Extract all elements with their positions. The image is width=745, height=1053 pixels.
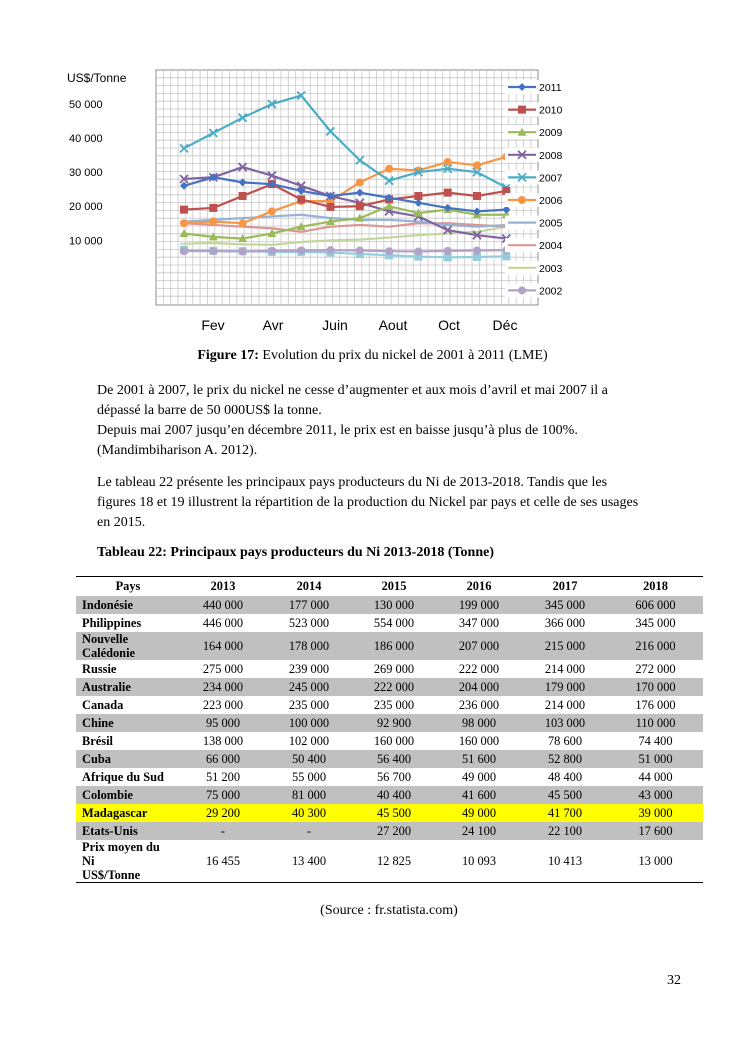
table-row	[76, 840, 703, 883]
legend-label: 2009	[539, 127, 563, 140]
production-value: 66 000	[180, 750, 266, 768]
country-name-line: Canada	[82, 698, 124, 712]
header-year: 2016	[436, 577, 522, 597]
production-value: 347 000	[458, 616, 500, 630]
table-row	[76, 732, 703, 750]
production-value: 39 000	[608, 804, 703, 822]
production-value: 45 500	[522, 786, 608, 804]
production-value: 55 000	[291, 770, 327, 784]
legend-entry-2003	[505, 261, 567, 275]
production-value: 179 000	[522, 678, 608, 696]
country-name	[76, 822, 180, 840]
production-value: 239 000	[288, 662, 330, 676]
country-name-line: US$/Tonne	[82, 868, 141, 882]
table-row	[76, 786, 703, 804]
production-value: 269 000	[373, 662, 415, 676]
paragraph-price-history	[97, 381, 682, 461]
production-value: 204 000	[436, 678, 522, 696]
production-value: 164 000	[180, 632, 266, 660]
legend-entry-2002	[505, 283, 567, 297]
marker-2010	[444, 189, 452, 197]
header-year: 2018	[608, 577, 703, 597]
marker-2010	[209, 204, 217, 212]
production-value: 236 000	[458, 698, 500, 712]
production-value: 49 000	[461, 770, 497, 784]
marker-2010	[180, 206, 188, 214]
production-value: 41 700	[522, 804, 608, 822]
marker-2010	[327, 203, 335, 211]
country-name-line: Ni	[82, 854, 95, 868]
table-row	[76, 632, 703, 660]
table-row	[76, 804, 703, 822]
production-value: 40 400	[352, 786, 436, 804]
production-value: -	[266, 822, 352, 840]
x-tick-label: Oct	[438, 317, 460, 333]
country-name	[76, 840, 180, 883]
marker-2002	[444, 247, 452, 255]
marker-2002	[297, 247, 305, 255]
country-name-line: Prix moyen du	[82, 840, 160, 854]
x-tick-label: Fev	[201, 317, 225, 333]
production-value: 275 000	[202, 662, 244, 676]
legend-label: 2005	[539, 217, 563, 230]
table-source: (Source : fr.statista.com)	[320, 903, 458, 918]
production-value: 222 000	[458, 662, 500, 676]
table-row	[76, 696, 703, 714]
production-value: 523 000	[288, 616, 330, 630]
legend-label: 2008	[539, 149, 563, 162]
production-value: 345 000	[635, 616, 676, 630]
production-value: 16 455	[180, 840, 266, 883]
legend-label: 2011	[539, 82, 562, 94]
production-value: 24 100	[436, 822, 522, 840]
legend-entry-2007	[505, 170, 567, 184]
production-value: 110 000	[608, 714, 703, 732]
marker-2002	[473, 247, 481, 255]
legend-entry-2004	[505, 238, 567, 252]
y-tick-label: 40 000	[69, 133, 103, 146]
production-value: 12 825	[352, 840, 436, 883]
production-value: 10 093	[436, 840, 522, 883]
y-tick-label: 50 000	[69, 99, 103, 112]
table-row	[76, 768, 703, 786]
production-value: 223 000	[202, 698, 244, 712]
legend-entry-2010	[505, 103, 567, 117]
production-value: 102 000	[288, 734, 330, 748]
production-value: 98 000	[436, 714, 522, 732]
production-value: 43 000	[608, 786, 703, 804]
production-value: 56 400	[352, 750, 436, 768]
production-value: 214 000	[544, 698, 586, 712]
country-name	[76, 660, 180, 678]
production-value: 177 000	[266, 596, 352, 614]
x-tick-label: Déc	[492, 317, 518, 333]
paragraph-line: Le tableau 22 présente les principaux pays producteurs du Ni de 2013-2018. Tandis que les	[97, 475, 608, 490]
country-name-line: Brésil	[82, 734, 113, 748]
header-year: 2017	[522, 577, 608, 597]
country-name-line: Indonésie	[82, 598, 133, 612]
production-value: 40 300	[266, 804, 352, 822]
production-value: 45 500	[352, 804, 436, 822]
legend-label: 2004	[539, 240, 563, 253]
y-tick-label: 10 000	[69, 235, 103, 248]
marker-2002	[268, 247, 276, 255]
production-value: 75 000	[180, 786, 266, 804]
production-value: 216 000	[608, 632, 703, 660]
table-row	[76, 596, 703, 614]
marker-2002	[327, 246, 335, 254]
marker-2006	[385, 165, 393, 173]
country-name	[76, 768, 180, 786]
marker-2010	[414, 192, 422, 200]
production-value: 13 000	[608, 840, 703, 883]
production-value: 29 200	[180, 804, 266, 822]
production-value: 160 000	[458, 734, 500, 748]
production-value: 78 600	[547, 734, 583, 748]
country-name	[76, 750, 180, 768]
paragraph-line: figures 18 et 19 illustrent la répartition de la production du Nickel par pays et celle de ses usages	[97, 495, 639, 510]
production-value: 440 000	[180, 596, 266, 614]
production-value: 92 900	[352, 714, 436, 732]
legend-label: 2010	[539, 104, 563, 117]
country-name-line: Colombie	[82, 788, 133, 802]
production-value: 554 000	[373, 616, 415, 630]
nickel-price-chart	[0, 60, 745, 340]
marker-2006	[268, 207, 276, 215]
paragraph-line: Depuis mai 2007 jusqu’en décembre 2011, le prix est en baisse jusqu’à plus de 100%.	[97, 423, 578, 438]
legend-label: 2003	[539, 262, 563, 275]
country-name-line: Chine	[82, 716, 114, 730]
table-header-row	[76, 577, 703, 597]
marker-2006	[209, 218, 217, 226]
production-value: 27 200	[352, 822, 436, 840]
figure-caption	[0, 348, 745, 364]
production-value: 199 000	[436, 596, 522, 614]
table-row	[76, 822, 703, 840]
production-value: 446 000	[202, 616, 244, 630]
paragraph-line: (Mandimbiharison A. 2012).	[97, 443, 258, 458]
paragraph-line: dépassé la barre de 50 000US$ la tonne.	[97, 403, 322, 418]
marker-2002	[209, 247, 217, 255]
marker-2002	[180, 247, 188, 255]
country-name	[76, 804, 180, 822]
figure-caption-number: Figure 17:	[197, 348, 259, 363]
production-value: 51 000	[608, 750, 703, 768]
production-value: 130 000	[352, 596, 436, 614]
figure-caption-text: Evolution du prix du nickel de 2001 à 2011 (LME)	[258, 348, 548, 363]
production-value: 51 200	[205, 770, 241, 784]
marker-2006	[180, 219, 188, 227]
production-value: 235 000	[373, 698, 415, 712]
marker-2002	[414, 248, 422, 256]
legend-label: 2007	[539, 172, 563, 185]
country-name-line: Nouvelle	[82, 632, 129, 646]
page-number: 32	[667, 973, 681, 988]
country-name	[76, 632, 180, 660]
production-value: 22 100	[522, 822, 608, 840]
production-value: 345 000	[522, 596, 608, 614]
marker-2006	[356, 178, 364, 186]
marker-2010	[356, 202, 364, 210]
production-value: 17 600	[608, 822, 703, 840]
country-name	[76, 714, 180, 732]
header-year: 2015	[352, 577, 436, 597]
production-value: 95 000	[180, 714, 266, 732]
table-row	[76, 678, 703, 696]
header-year: 2014	[266, 577, 352, 597]
header-pays: Pays	[76, 577, 180, 597]
marker-2006	[239, 219, 247, 227]
production-value: 245 000	[266, 678, 352, 696]
production-value: 13 400	[266, 840, 352, 883]
x-tick-label: Aout	[378, 317, 408, 333]
legend-entry-2006	[505, 193, 567, 207]
x-tick-label: Juin	[322, 317, 348, 333]
production-value: 44 000	[638, 770, 673, 784]
production-value: 178 000	[266, 632, 352, 660]
table-row	[76, 714, 703, 732]
country-name	[76, 614, 180, 632]
table-title: Tableau 22: Principaux pays producteurs du Ni 2013-2018 (Tonne)	[97, 545, 494, 560]
paragraph-table-intro	[97, 473, 682, 533]
production-value: 100 000	[266, 714, 352, 732]
production-value: 186 000	[352, 632, 436, 660]
production-value: 176 000	[635, 698, 676, 712]
production-value: 160 000	[373, 734, 415, 748]
country-name-line: Russie	[82, 662, 117, 676]
country-name-line: Afrique du Sud	[82, 770, 164, 784]
country-name	[76, 678, 180, 696]
production-value: 41 600	[436, 786, 522, 804]
legend-entry-2005	[505, 216, 567, 230]
production-value: 51 600	[436, 750, 522, 768]
table-row	[76, 660, 703, 678]
legend-entry-2009	[505, 125, 567, 139]
production-value: 215 000	[522, 632, 608, 660]
series-line-2002	[184, 250, 506, 251]
country-name	[76, 732, 180, 750]
production-value: 170 000	[608, 678, 703, 696]
legend-label: 2006	[539, 195, 563, 207]
production-value: 234 000	[180, 678, 266, 696]
chart-unit-label: US$/Tonne	[67, 71, 127, 85]
paragraph-line: De 2001 à 2007, le prix du nickel ne cesse d’augmenter et aux mois d’avril et mai 2007 il a	[97, 383, 608, 398]
marker-2010	[239, 192, 247, 200]
country-name	[76, 596, 180, 614]
production-value: 606 000	[608, 596, 703, 614]
marker-2010	[297, 195, 305, 203]
production-value: 214 000	[544, 662, 586, 676]
production-value: 81 000	[266, 786, 352, 804]
x-tick-label: Avr	[262, 317, 284, 333]
production-value: 50 400	[266, 750, 352, 768]
production-value: 235 000	[288, 698, 330, 712]
production-value: 10 413	[522, 840, 608, 883]
country-name-line: Australie	[82, 680, 131, 694]
marker-2002	[356, 247, 364, 255]
table-row	[76, 750, 703, 768]
production-value: 56 700	[376, 770, 412, 784]
y-tick-label: 30 000	[69, 167, 103, 180]
production-value: -	[180, 822, 266, 840]
production-value: 48 400	[547, 770, 583, 784]
country-name-line: Madagascar	[82, 806, 148, 820]
legend-entry-2008	[505, 148, 567, 162]
production-value: 207 000	[436, 632, 522, 660]
country-name-line: Cuba	[82, 752, 111, 766]
paragraph-line: en 2015.	[97, 515, 146, 530]
marker-2002	[385, 247, 393, 255]
header-year: 2013	[180, 577, 266, 597]
legend-entry-2011	[505, 80, 567, 94]
country-name	[76, 696, 180, 714]
legend-label: 2002	[539, 285, 563, 298]
production-value: 49 000	[436, 804, 522, 822]
production-value: 272 000	[635, 662, 676, 676]
country-name-line: Philippines	[82, 616, 142, 630]
country-name	[76, 786, 180, 804]
production-value: 52 800	[522, 750, 608, 768]
production-value: 103 000	[522, 714, 608, 732]
production-value: 74 400	[638, 734, 673, 748]
country-name-line: Etats-Unis	[82, 824, 138, 838]
y-tick-label: 20 000	[69, 201, 103, 214]
country-name-line: Calédonie	[82, 646, 136, 660]
table-row	[76, 614, 703, 632]
marker-2010	[473, 192, 481, 200]
production-value: 138 000	[202, 734, 244, 748]
marker-2002	[239, 248, 247, 256]
production-value: 366 000	[544, 616, 586, 630]
producers-table	[76, 576, 703, 883]
production-value: 222 000	[352, 678, 436, 696]
